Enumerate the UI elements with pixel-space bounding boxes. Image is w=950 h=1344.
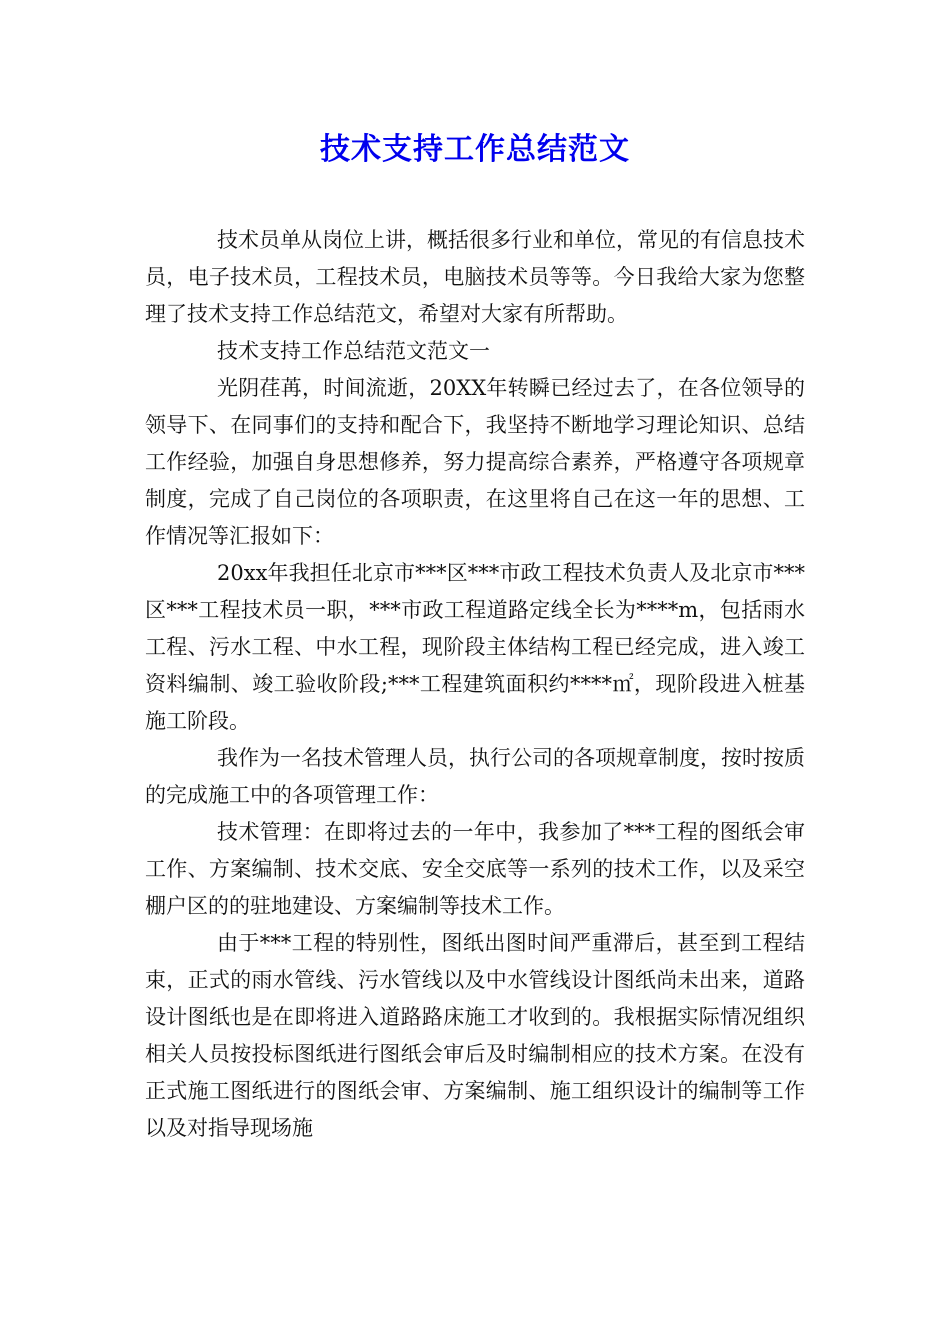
paragraph-intro: 技术员单从岗位上讲，概括很多行业和单位，常见的有信息技术员，电子技术员，工程技术员，电脑技术员等等。今日我给大家为您整理了技术支持工作总结范文，希望对大家有所帮助。	[145, 228, 805, 326]
paragraph-duties: 我作为一名技术管理人员，执行公司的各项规章制度，按时按质的完成施工中的各项管理工作：	[145, 746, 805, 807]
document-body	[145, 222, 805, 1147]
paragraph-tech-management: 技术管理：在即将过去的一年中，我参加了***工程的图纸会审工作、方案编制、技术交底、安全交底等一系列的技术工作，以及采空棚户区的的驻地建设、方案编制等技术工作。	[145, 820, 805, 918]
paragraph-section-heading: 技术支持工作总结范文范文一	[217, 339, 490, 363]
document-title: 技术支持工作总结范文	[320, 132, 630, 167]
paragraph-drawings: 由于***工程的特别性，图纸出图时间严重滞后，甚至到工程结束，正式的雨水管线、污水管线以及中水管线设计图纸尚未出来，道路设计图纸也是在即将进入道路路床施工才收到的。我根据实际情况组织相关人员按投标图纸进行图纸会审后及时编制相应的技术方案。在没有正式施工图纸进行的图纸会审、方案编制、施工组织设计的编制等工作以及对指导现场施	[145, 931, 805, 1140]
paragraph-role: 20xx年我担任北京市***区***市政工程技术负责人及北京市***区***工程技术员一职，***市政工程道路定线全长为****m，包括雨水工程、污水工程、中水工程，现阶段主体结构工程已经完成，进入竣工资料编制、竣工验收阶段;***工程建筑面积约****㎡，现阶段进入桩基施工阶段。	[145, 561, 805, 733]
paragraph-opening: 光阴荏苒，时间流逝，20XX年转瞬已经过去了，在各位领导的领导下、在同事们的支持和配合下，我坚持不断地学习理论知识、总结工作经验，加强自身思想修养，努力提高综合素养，严格遵守各项规章制度，完成了自己岗位的各项职责，在这里将自己在这一年的思想、工作情况等汇报如下：	[145, 376, 805, 548]
